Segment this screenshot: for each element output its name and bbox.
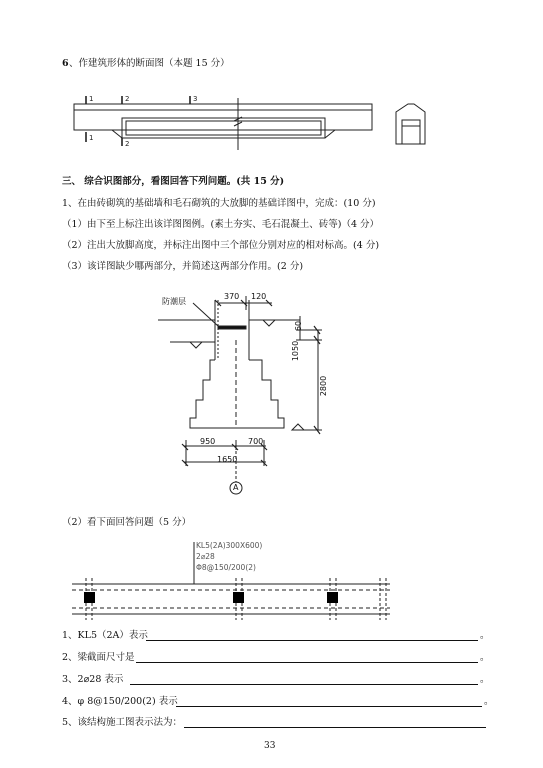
answer-line-3[interactable] xyxy=(130,674,478,685)
question-4: 4、φ 8@150/200(2) 表示 xyxy=(62,696,178,707)
question-2: 2、梁截面尺寸是 xyxy=(62,652,135,663)
dim-950: 950 xyxy=(200,437,216,446)
q1-3-text: （3）该详图缺少哪两部分，并简述这两部分作用。(2 分) xyxy=(62,261,304,272)
question-2-end: 。 xyxy=(480,652,490,663)
dim-1050: 1050 xyxy=(291,340,301,362)
q1-text: 1、在由砖砌筑的基础墙和毛石砌筑的大放脚的基础详图中，完成：(10 分) xyxy=(62,198,376,209)
beam-label-3: Φ8@150/200(2) xyxy=(196,563,256,572)
answer-line-5[interactable] xyxy=(184,717,486,728)
svg-text:2: 2 xyxy=(125,140,130,148)
q2-heading: （2）看下面回答问题（5 分） xyxy=(62,517,192,528)
column-1 xyxy=(84,592,95,603)
svg-text:3: 3 xyxy=(193,95,198,103)
beam-label-1: KL5(2A)300X600) xyxy=(196,541,263,550)
axis-label: A xyxy=(233,483,239,492)
question-5: 5、该结构施工图表示法为： xyxy=(62,717,183,728)
q1-1-text: （1）由下至上标注出该详图图例。(素土夯实、毛石混凝土、砖等)（4 分） xyxy=(62,219,380,230)
dim-700: 700 xyxy=(248,437,264,446)
question-1-end: 。 xyxy=(480,630,490,641)
dim-1650: 1650 xyxy=(217,455,238,464)
damp-proof-label: 防潮层 xyxy=(162,297,186,306)
dim-120: 120 xyxy=(251,292,267,301)
section3-heading: 三、 综合识图部分，看图回答下列问题。(共 15 分) xyxy=(62,176,285,187)
dim-60: 60 xyxy=(294,320,304,332)
question-4-end: 。 xyxy=(484,696,494,707)
page-number: 33 xyxy=(264,741,276,751)
question-3: 3、2⌀28 表示 xyxy=(62,674,124,685)
answer-line-2[interactable] xyxy=(136,652,478,663)
svg-text:1: 1 xyxy=(89,134,94,142)
q6-number: 6 xyxy=(62,58,69,69)
dim-2800: 2800 xyxy=(319,375,329,397)
svg-text:1: 1 xyxy=(89,95,94,103)
question-1: 1、KL5（2A）表示 xyxy=(62,630,148,641)
svg-text:2: 2 xyxy=(125,95,130,103)
column-3 xyxy=(327,592,338,603)
question-3-end: 。 xyxy=(480,674,490,685)
column-2 xyxy=(233,592,244,603)
q1-2-text: （2）注出大放脚高度，并标注出图中三个部位分别对应的相对标高。(4 分) xyxy=(62,240,380,251)
dim-370: 370 xyxy=(224,292,240,301)
answer-line-1[interactable] xyxy=(146,630,478,641)
beam-label-2: 2⌀28 xyxy=(196,552,215,561)
q6-text: 、作建筑形体的断面图（本题 15 分） xyxy=(69,58,230,69)
answer-line-4[interactable] xyxy=(176,696,482,707)
